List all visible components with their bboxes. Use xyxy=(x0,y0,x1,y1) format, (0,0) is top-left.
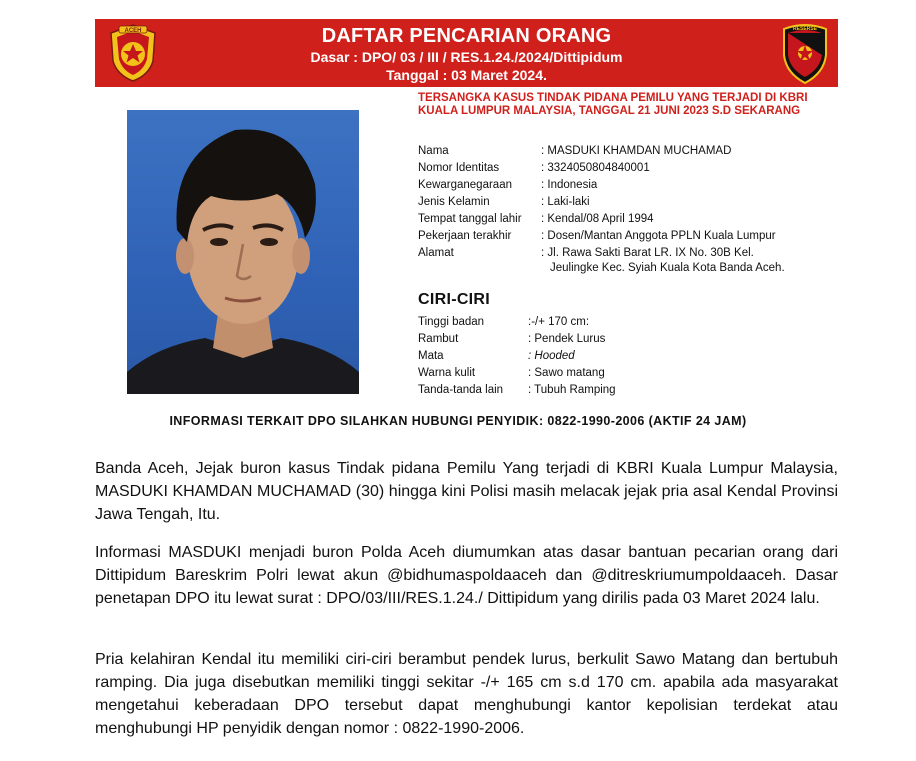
identity-label: Alamat xyxy=(418,247,454,259)
polda-aceh-logo-icon xyxy=(107,23,159,83)
logo-right-text: RESERSE xyxy=(793,26,817,32)
case-title: TERSANGKA KASUS TINDAK PIDANA PEMILU YANG TERJADI DI KBRI KUALA LUMPUR MALAYSIA, TANGGAL 21 JUNI 2023 S.D SEKARANG xyxy=(418,92,808,117)
identity-label: Nomor Identitas xyxy=(418,162,500,174)
article-paragraph-2: Informasi MASDUKI menjadi buron Polda Aceh diumumkan atas dasar bantuan pecarian orang dari Dittipidum Bareskrim Polri lewat akun @bidhumaspoldaaceh dan @ditreskriumumpoldaaceh. Dasar penetapan DPO itu lewat surat : DPO/03/III/RES.1.24./ Dittipidum yang dirilis pada 03 Maret 2024 lalu. xyxy=(95,544,838,607)
ciri-label: Tanda-tanda lain xyxy=(418,384,504,396)
identity-label: Tempat tanggal lahir xyxy=(418,213,522,225)
suspect-portrait-illustration xyxy=(127,110,359,394)
article-paragraph-3: Pria kelahiran Kendal itu memiliki ciri-ciri berambut pendek lurus, berkulit Sawo Matang dan bertubuh ramping. Dia juga disebutkan memiliki tinggi sekitar -/+ 165 cm s.d 170 cm. apabila ada masyarakat mengetahui keberadaan DPO tersebut dapat menghubungi kantor kepolisian terdekat atau menghubungi HP penyidik dengan nomor : 0822-1990-2006. xyxy=(95,651,838,737)
identity-value: : MASDUKI KHAMDAN MUCHAMAD xyxy=(541,145,732,157)
ciri-value: :-/+ 170 cm: xyxy=(528,316,590,328)
dpo-header-banner xyxy=(95,19,838,87)
identity-label: Nama xyxy=(418,145,449,157)
identity-label: Kewarganegaraan xyxy=(418,179,512,191)
suspect-photo xyxy=(127,110,359,394)
address-value xyxy=(541,246,785,276)
address-line-2: Jeulingke Kec. Syiah Kuala Kota Banda Aceh. xyxy=(550,262,785,274)
identity-value: : Laki-laki xyxy=(541,196,590,208)
article-paragraph-1: Banda Aceh, Jejak buron kasus Tindak pidana Pemilu Yang terjadi di KBRI Kuala Lumpur Malaysia, MASDUKI KHAMDAN MUCHAMAD (30) hingga kini Polisi masih melacak jejak pria asal Kendal Provinsi Jawa Tengah, Itu. xyxy=(95,460,838,523)
identity-label: Jenis Kelamin xyxy=(418,196,490,208)
ciri-label: Mata xyxy=(418,350,444,362)
identity-label: Pekerjaan terakhir xyxy=(418,230,512,242)
ciri-label: Warna kulit xyxy=(418,367,476,379)
identity-value: : Kendal/08 April 1994 xyxy=(541,213,654,225)
page-title: DAFTAR PENCARIAN ORANG xyxy=(321,25,612,47)
ciri-label: Rambut xyxy=(418,333,459,345)
identity-value: : 3324050804840001 xyxy=(541,162,650,174)
logo-left-text: ACEH xyxy=(124,28,142,34)
identity-value: : Dosen/Mantan Anggota PPLN Kuala Lumpur xyxy=(541,230,776,242)
ciri-value: : Hooded xyxy=(528,350,575,362)
ciri-label: Tinggi badan xyxy=(418,316,485,328)
ciri-value: : Pendek Lurus xyxy=(528,333,606,345)
ciri-value: : Tubuh Ramping xyxy=(528,384,616,396)
contact-info-line: INFORMASI TERKAIT DPO SILAHKAN HUBUNGI PENYIDIK: 0822-1990-2006 (AKTIF 24 JAM) xyxy=(169,414,747,428)
identity-value: : Indonesia xyxy=(541,179,598,191)
ciri-ciri-heading: CIRI-CIRI xyxy=(418,291,491,308)
address-line-1: : Jl. Rawa Sakti Barat LR. IX No. 30B Kel. xyxy=(541,247,754,259)
reserse-shield-logo-icon xyxy=(780,21,830,85)
dasar-reference: Dasar : DPO/ 03 / III / RES.1.24./2024/Dittipidum xyxy=(310,49,623,65)
issue-date: Tanggal : 03 Maret 2024. xyxy=(386,67,547,83)
ciri-value: : Sawo matang xyxy=(528,367,605,379)
